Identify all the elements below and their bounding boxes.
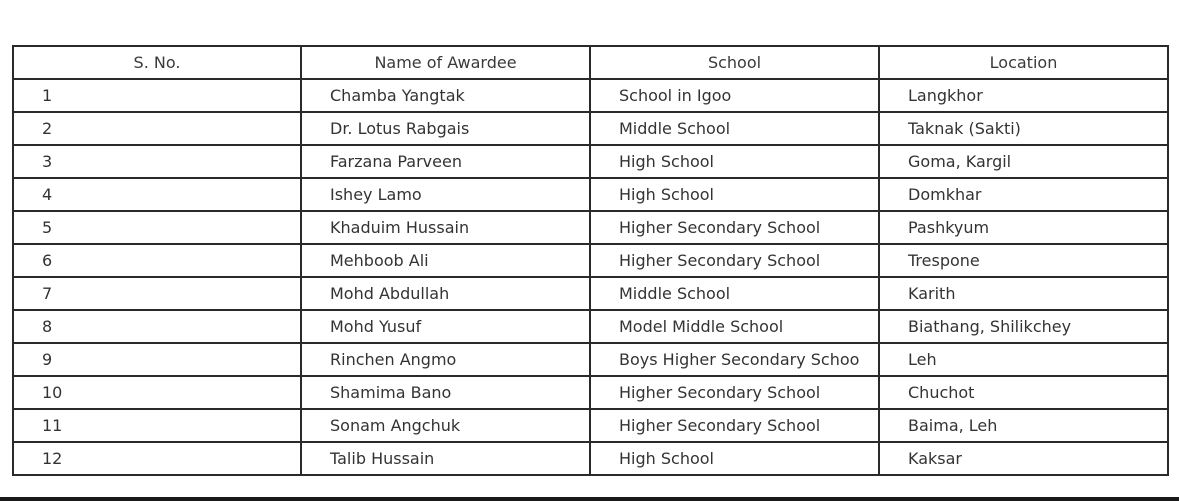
table-row [13,376,1168,409]
cell-school: Higher Secondary School [590,211,879,244]
cell-awardee-name: Talib Hussain [301,442,590,475]
cell-location: Biathang, Shilikchey [879,310,1168,343]
table-row [13,277,1168,310]
header-awardee-name: Name of Awardee [301,46,590,79]
cell-serial-number: 5 [13,211,301,244]
cell-serial-number: 11 [13,409,301,442]
cell-location: Taknak (Sakti) [879,112,1168,145]
cell-serial-number: 7 [13,277,301,310]
cell-location: Pashkyum [879,211,1168,244]
header-school: School [590,46,879,79]
table-row [13,112,1168,145]
cell-location: Kaksar [879,442,1168,475]
cell-serial-number: 9 [13,343,301,376]
cell-school: Boys Higher Secondary Schoo [590,343,879,376]
table-row [13,442,1168,475]
cell-serial-number: 12 [13,442,301,475]
cell-serial-number: 10 [13,376,301,409]
cell-awardee-name: Chamba Yangtak [301,79,590,112]
cell-school: Higher Secondary School [590,409,879,442]
header-serial-number: S. No. [13,46,301,79]
table-row [13,343,1168,376]
cell-awardee-name: Khaduim Hussain [301,211,590,244]
cell-school: High School [590,178,879,211]
cell-awardee-name: Mohd Abdullah [301,277,590,310]
cell-location: Baima, Leh [879,409,1168,442]
awardee-table-container [12,45,1167,476]
cell-awardee-name: Farzana Parveen [301,145,590,178]
table-row [13,79,1168,112]
cell-awardee-name: Mohd Yusuf [301,310,590,343]
cell-awardee-name: Ishey Lamo [301,178,590,211]
cell-awardee-name: Rinchen Angmo [301,343,590,376]
table-row [13,211,1168,244]
cell-awardee-name: Shamima Bano [301,376,590,409]
cell-school: School in Igoo [590,79,879,112]
cell-school: Middle School [590,112,879,145]
cell-serial-number: 2 [13,112,301,145]
cell-awardee-name: Sonam Angchuk [301,409,590,442]
bottom-divider [0,497,1179,501]
cell-serial-number: 8 [13,310,301,343]
cell-serial-number: 1 [13,79,301,112]
cell-serial-number: 6 [13,244,301,277]
cell-awardee-name: Dr. Lotus Rabgais [301,112,590,145]
cell-school: High School [590,145,879,178]
cell-school: Model Middle School [590,310,879,343]
table-row [13,310,1168,343]
table-row [13,409,1168,442]
cell-location: Karith [879,277,1168,310]
cell-location: Leh [879,343,1168,376]
cell-school: Higher Secondary School [590,376,879,409]
header-location: Location [879,46,1168,79]
cell-location: Trespone [879,244,1168,277]
table-row [13,178,1168,211]
cell-location: Langkhor [879,79,1168,112]
cell-serial-number: 4 [13,178,301,211]
cell-location: Domkhar [879,178,1168,211]
cell-location: Chuchot [879,376,1168,409]
cell-school: Middle School [590,277,879,310]
table-body [13,79,1168,475]
cell-awardee-name: Mehboob Ali [301,244,590,277]
cell-location: Goma, Kargil [879,145,1168,178]
cell-school: High School [590,442,879,475]
cell-serial-number: 3 [13,145,301,178]
awardee-table [12,45,1169,476]
cell-school: Higher Secondary School [590,244,879,277]
table-row [13,244,1168,277]
table-header-row [13,46,1168,79]
table-row [13,145,1168,178]
